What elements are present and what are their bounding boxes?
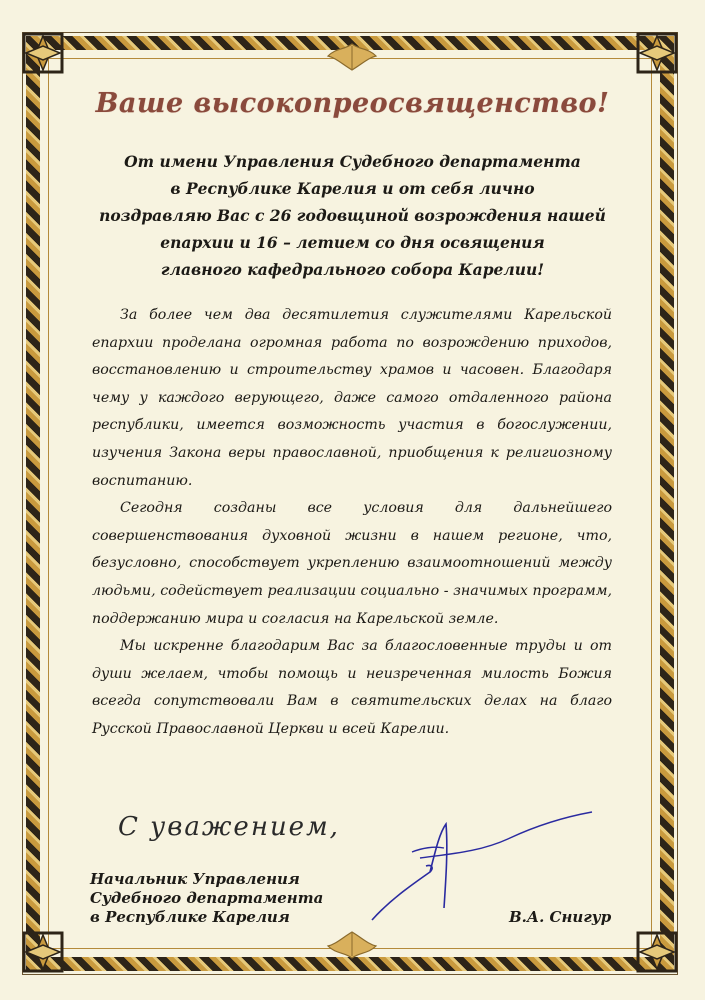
intro-line: поздравляю Вас с 26 годовщиной возрождения нашей [99, 206, 606, 225]
body-paragraph: Мы искренне благодарим Вас за благословенные труды и от души желаем, чтобы помощь и неизреченная милость Божия всегда сопутствовали Вам в святительских делах на благо Русской Православной Церкви и всей Карелии. [92, 638, 612, 737]
oak-leaf-ornament-icon [322, 42, 382, 72]
letter-heading: Ваше высокопреосвященство! [95, 88, 610, 119]
intro-line: От имени Управления Судебного департамента [124, 152, 581, 171]
letter-body [92, 302, 612, 744]
corner-ornament-icon [634, 929, 680, 975]
intro-line: в Республике Карелия и от себя лично [170, 179, 535, 198]
signatory-title-line: Начальник Управления [90, 870, 300, 888]
body-paragraph: За более чем два десятилетия служителями Карельской епархии проделана огромная работа по возрождению приходов, восстановлению и строительству храмов и часовен. Благодаря чему у каждого верующего, даже самого отдаленного района республики, имеется возможность участия в богослужении, изучения Закона веры православной, приобщения к религиозному воспитанию. [92, 307, 612, 489]
oak-leaf-ornament-icon [322, 930, 382, 960]
intro-block [90, 148, 615, 283]
signatory-title-line: Судебного департамента [90, 889, 324, 907]
intro-line: главного кафедрального собора Карелии! [160, 260, 545, 279]
closing-salutation: С уважением, [118, 812, 340, 842]
corner-ornament-icon [20, 30, 66, 76]
signatory-name: В.А. Снигур [509, 908, 612, 926]
corner-ornament-icon [20, 929, 66, 975]
intro-line: епархии и 16 – летием со дня освящения [160, 233, 545, 252]
signatory-title-line: в Республике Карелия [90, 908, 290, 926]
signatory-title [90, 870, 323, 927]
body-paragraph: Сегодня созданы все условия для дальнейшего совершенствования духовной жизни в нашем регионе, что, безусловно, способствует укреплению взаимоотношений между людьми, содействует реализации социально - значимых программ, поддержанию мира и согласия на Карельской земле. [92, 500, 612, 627]
corner-ornament-icon [634, 30, 680, 76]
